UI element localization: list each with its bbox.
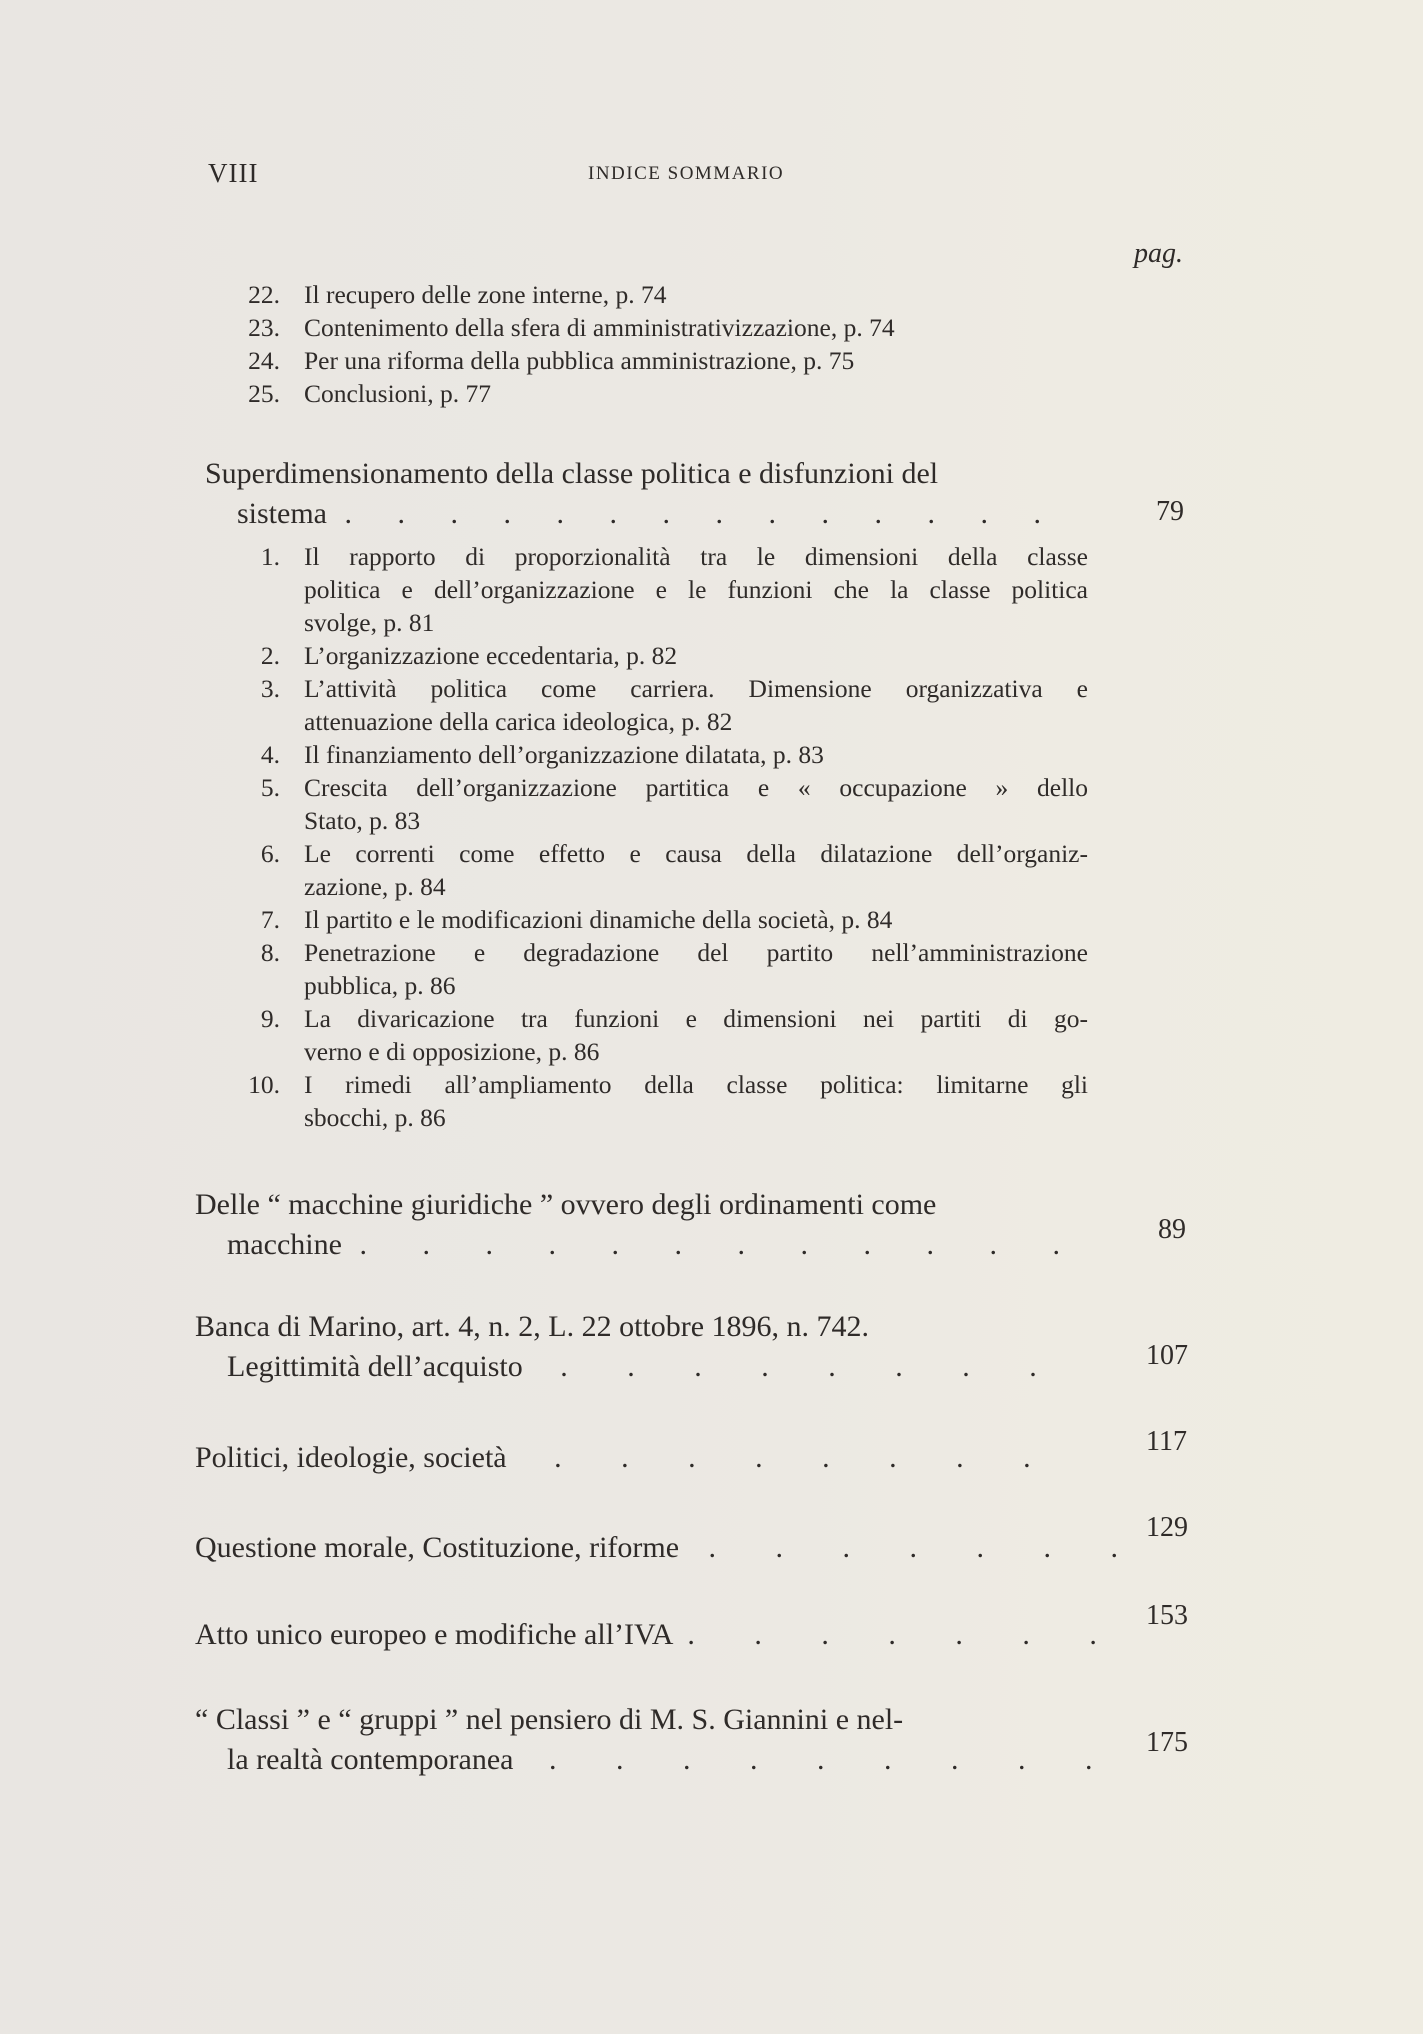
item-text	[304, 771, 1088, 837]
entry-title-cont	[195, 1225, 1084, 1265]
item-line: politica e dell’organizzazione e le funzioni che la classe politica	[304, 575, 1088, 604]
item-text: Contenimento della sfera di amministrativizzazione, p. 74	[304, 313, 895, 342]
item-line: svolge, p. 81	[304, 608, 435, 637]
item-number: 4.	[260, 740, 280, 769]
item-text: Il recupero delle zone interne, p. 74	[304, 280, 667, 309]
item-number: 2.	[260, 641, 280, 670]
entry-title-line2: macchine	[227, 1228, 342, 1261]
dot-leader: . . . . . . . . . . . .	[359, 1228, 1084, 1261]
item-number: 7.	[260, 905, 280, 934]
item-text: Conclusioni, p. 77	[304, 379, 492, 408]
item-text	[304, 540, 1088, 639]
entry-title-line2: Legittimità dell’acquisto	[227, 1350, 523, 1383]
toc-entry[interactable]	[195, 1528, 1144, 1568]
toc-entry[interactable]	[195, 1307, 1063, 1387]
item-number: 25.	[248, 379, 280, 408]
page-number: 129	[1146, 1512, 1188, 1543]
page-number: 79	[1156, 496, 1184, 527]
item-number: 23.	[248, 313, 280, 342]
item-line: Il partito e le modificazioni dinamiche della società, p. 84	[304, 905, 893, 934]
item-text	[304, 672, 1088, 738]
item-line: zazione, p. 84	[304, 872, 446, 901]
item-line: La divaricazione tra funzioni e dimensioni nei partiti di go-	[304, 1004, 1088, 1033]
entry-title: Superdimensionamento della classe politica e disfunzioni del	[205, 457, 939, 490]
item-line: sbocchi, p. 86	[304, 1103, 446, 1132]
item-text	[304, 738, 1088, 771]
entry-title: “ Classi ” e “ gruppi ” nel pensiero di M. S. Giannini e nel-	[195, 1703, 904, 1736]
dot-leader: . . . . . . .	[687, 1618, 1123, 1651]
entry-line	[195, 1438, 1057, 1478]
toc-entry[interactable]	[205, 454, 1060, 534]
page-number: 175	[1146, 1727, 1188, 1758]
item-text	[304, 1002, 1088, 1068]
toc-entry[interactable]	[195, 1700, 1119, 1780]
entry-title-line2: la realtà contemporanea	[227, 1743, 514, 1776]
entry-title: Banca di Marino, art. 4, n. 2, L. 22 ottobre 1896, n. 742.	[195, 1310, 870, 1343]
item-line: Crescita dell’organizzazione partitica e « occupazione » dello	[304, 773, 1088, 802]
item-number: 3.	[260, 674, 280, 703]
dot-leader: . . . . . . . .	[554, 1441, 1057, 1474]
entry-title: Delle “ macchine giuridiche ” ovvero degli ordinamenti come	[195, 1188, 937, 1221]
item-line: Il finanziamento dell’organizzazione dilatata, p. 83	[304, 740, 824, 769]
item-text	[304, 903, 1088, 936]
item-line: Stato, p. 83	[304, 806, 421, 835]
entry-title-cont	[195, 1740, 1119, 1780]
item-number: 8.	[260, 938, 280, 967]
continued-items	[232, 278, 1092, 418]
item-number: 24.	[248, 346, 280, 375]
item-line: verno e di opposizione, p. 86	[304, 1037, 600, 1066]
item-line: Il rapporto di proporzionalità tra le dimensioni della classe	[304, 542, 1088, 571]
toc-entry[interactable]	[195, 1615, 1123, 1655]
item-number: 9.	[260, 1004, 280, 1033]
item-number: 10.	[248, 1070, 280, 1099]
dot-leader: . . . . . . . .	[560, 1350, 1063, 1383]
running-title: INDICE SOMMARIO	[588, 163, 785, 184]
item-text	[304, 936, 1088, 1002]
item-text	[304, 837, 1088, 903]
entry-title: Politici, ideologie, società	[195, 1441, 507, 1474]
item-line: Penetrazione e degradazione del partito nell’amministrazione	[304, 938, 1088, 967]
item-text: Per una riforma della pubblica amministrazione, p. 75	[304, 346, 855, 375]
item-line: I rimedi all’ampliamento della classe politica: limitarne gli	[304, 1070, 1088, 1099]
page-folio: VIII	[208, 158, 259, 188]
item-line: pubblica, p. 86	[304, 971, 456, 1000]
entry-title: Atto unico europeo e modifiche all’IVA	[195, 1618, 672, 1651]
entry-line	[195, 1615, 1123, 1655]
dot-leader: . . . . . . . . . . . . . .	[344, 497, 1060, 530]
entry-title-line2: sistema	[237, 497, 327, 530]
page-number: 117	[1146, 1426, 1187, 1457]
item-number: 6.	[260, 839, 280, 868]
entry-title-cont	[195, 1347, 1063, 1387]
item-number: 22.	[248, 280, 280, 309]
page-number: 89	[1158, 1214, 1186, 1245]
toc-entry[interactable]	[195, 1185, 1084, 1265]
running-head	[208, 158, 1208, 198]
item-line: Le correnti come effetto e causa della dilatazione dell’organiz-	[304, 839, 1088, 868]
item-line: L’attività politica come carriera. Dimensione organizzativa e	[304, 674, 1088, 703]
item-number: 1.	[260, 542, 280, 571]
dot-leader: . . . . . . .	[708, 1531, 1145, 1564]
item-number: 5.	[260, 773, 280, 802]
toc-entry[interactable]	[195, 1438, 1057, 1478]
page-number: 153	[1146, 1600, 1188, 1631]
page-number: 107	[1146, 1340, 1188, 1371]
item-text	[304, 639, 1088, 672]
entry-title: Questione morale, Costituzione, riforme	[195, 1531, 680, 1564]
item-text	[304, 1068, 1088, 1134]
dot-leader: . . . . . . . . .	[549, 1743, 1119, 1776]
pag-column-label: pag.	[1134, 238, 1183, 269]
entry-title-cont	[205, 494, 1060, 534]
item-line: attenuazione della carica ideologica, p. 82	[304, 707, 733, 736]
item-line: L’organizzazione eccedentaria, p. 82	[304, 641, 678, 670]
entry-line	[195, 1528, 1144, 1568]
